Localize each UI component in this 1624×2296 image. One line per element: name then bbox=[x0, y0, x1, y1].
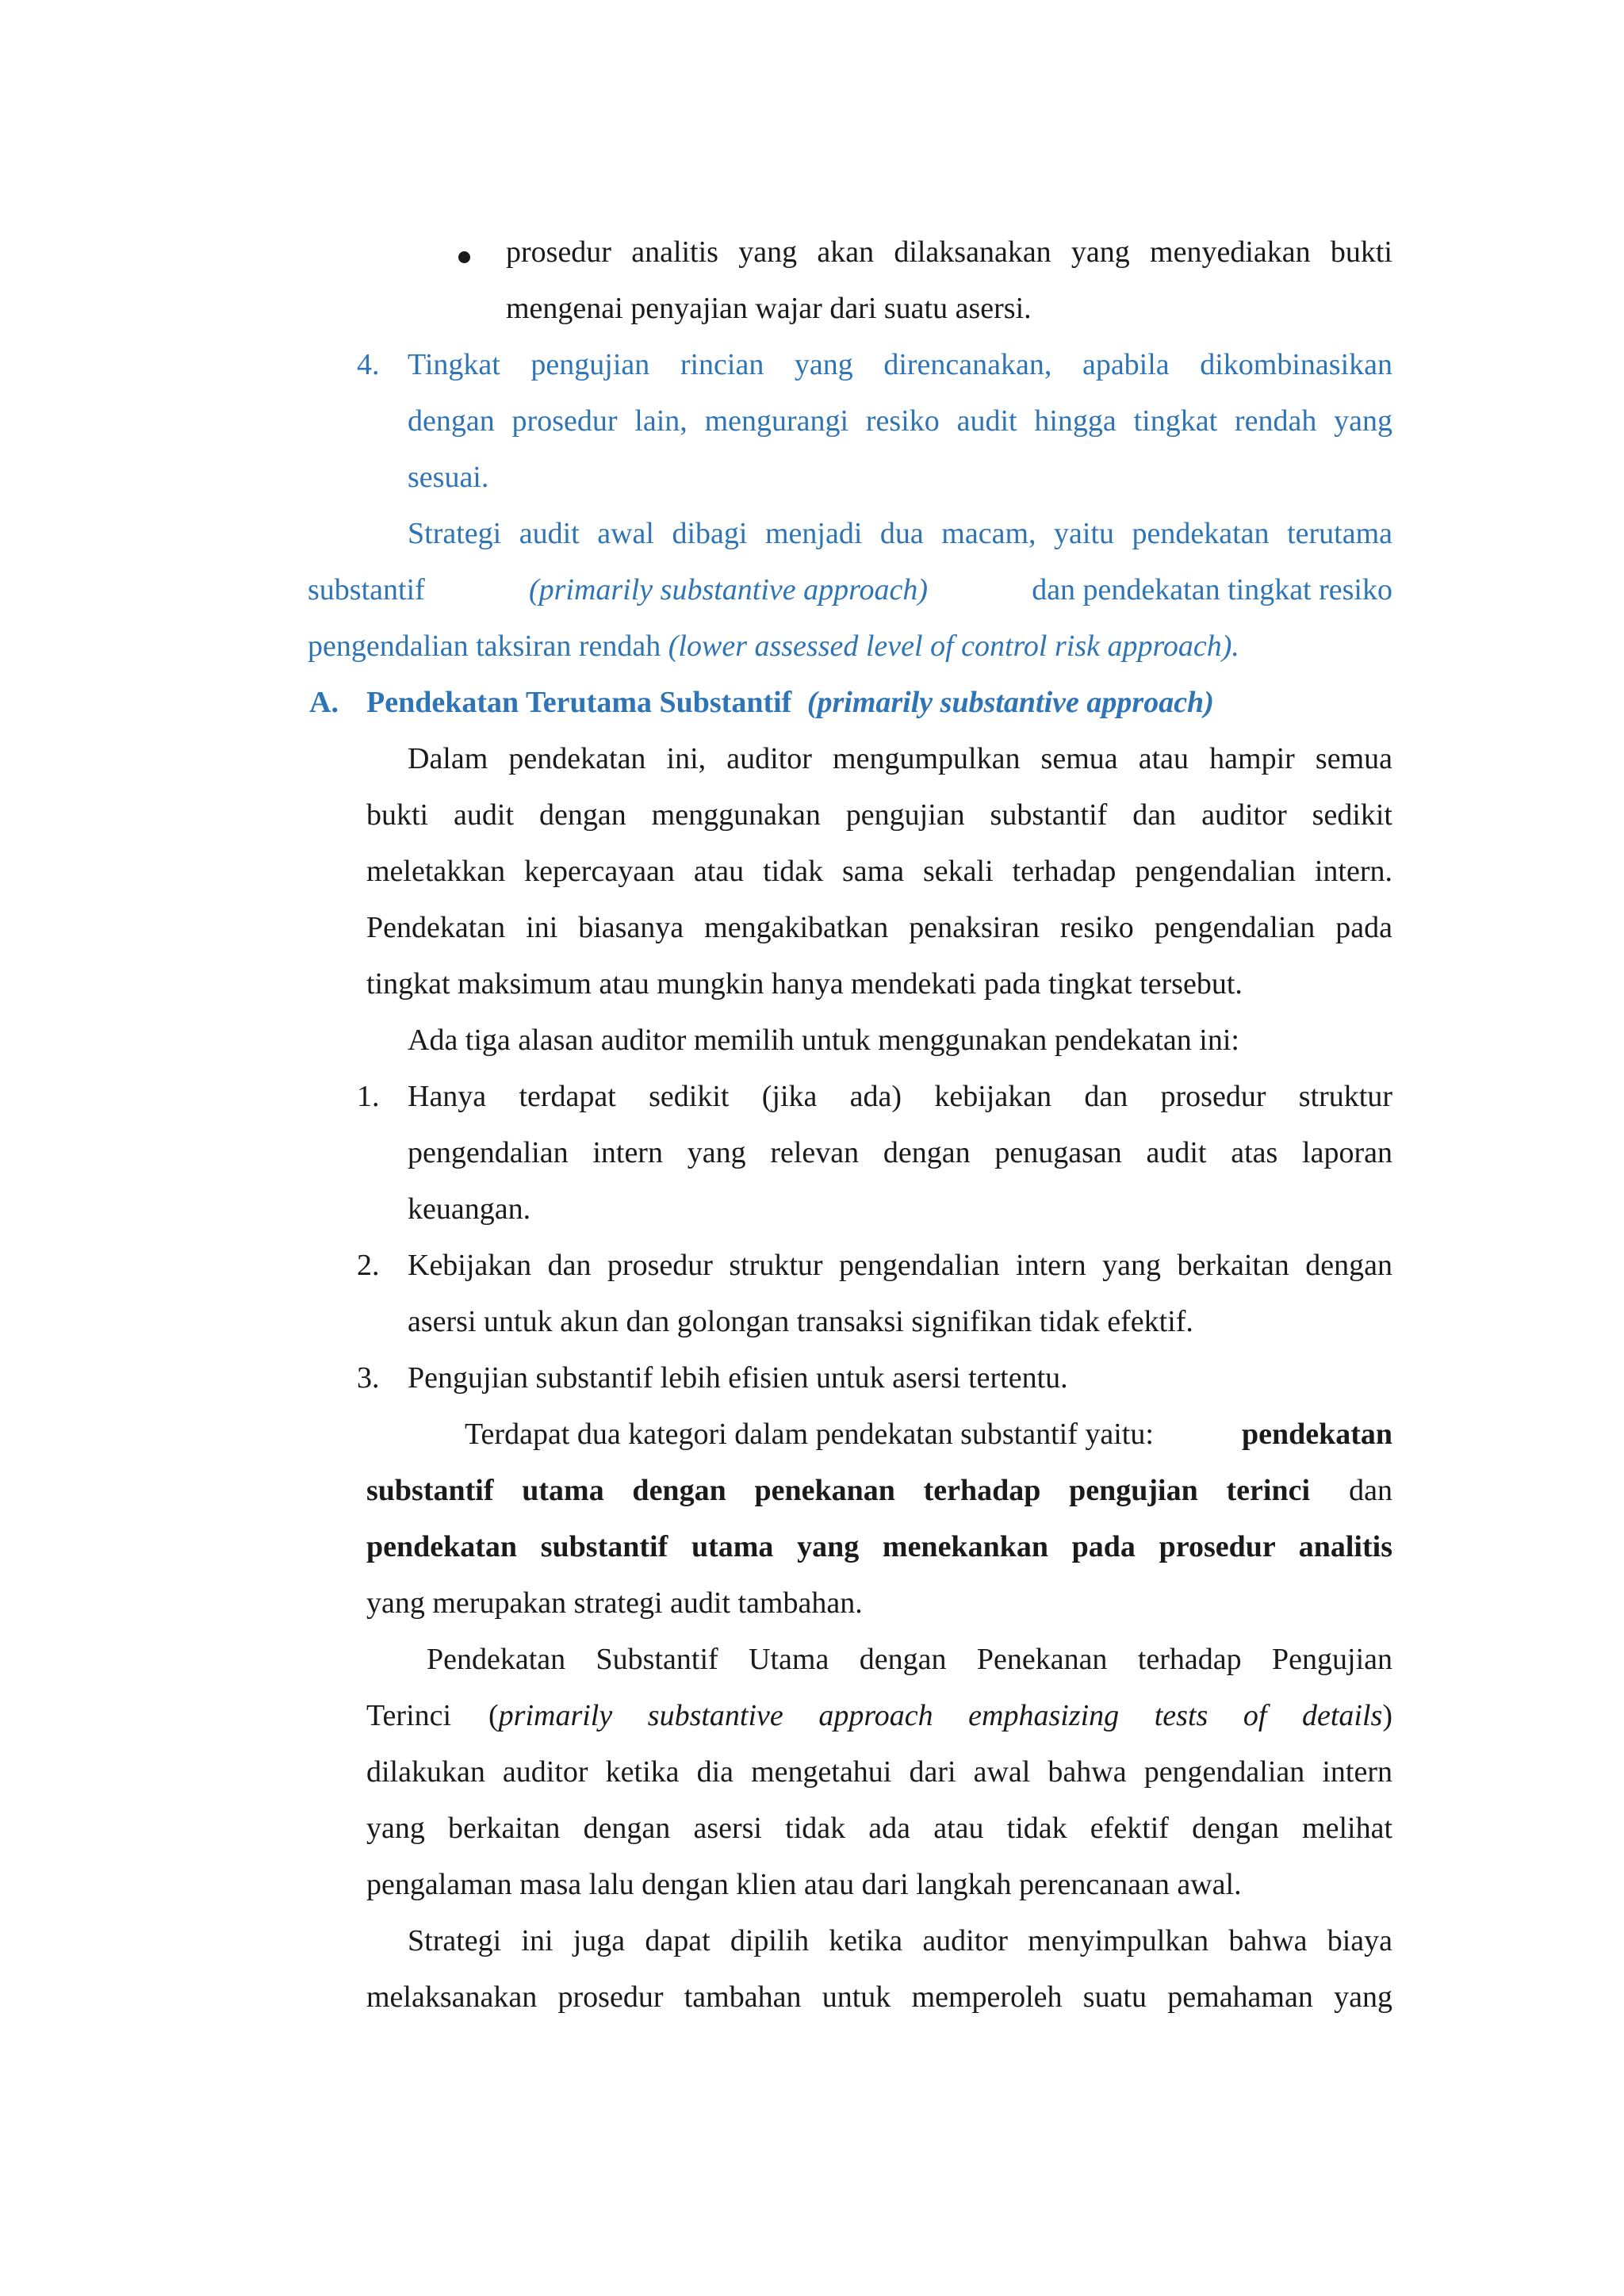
item4-number: 4. bbox=[357, 348, 380, 381]
para3-line2-bold: substantif utama dengan penekanan terhadap pengujian terinci bbox=[366, 1474, 1310, 1507]
reason2-line2: asersi untuk akun dan golongan transaksi signifikan tidak efektif. bbox=[408, 1305, 1193, 1338]
reason1-line3: keuangan. bbox=[408, 1192, 531, 1226]
para1-line2: bukti audit dengan menggunakan pengujian substantif dan auditor sedikit bbox=[366, 798, 1392, 832]
strategy-term-id: substantif bbox=[308, 573, 425, 607]
strategy-para-line2 bbox=[308, 570, 1392, 610]
para1-line1: Dalam pendekatan ini, auditor mengumpulkan semua atau hampir semua bbox=[408, 742, 1392, 775]
para4-line3: dilakukan auditor ketika dia mengetahui dari awal bahwa pengendalian intern bbox=[366, 1755, 1392, 1789]
strategy-term-id-2: dan pendekatan tingkat resiko bbox=[1032, 573, 1392, 607]
bullet-item-line1: prosedur analitis yang akan dilaksanakan yang menyediakan bukti bbox=[506, 235, 1392, 269]
bullet-item-line2: mengenai penyajian wajar dari suatu asersi. bbox=[506, 292, 1032, 325]
para4-line4: yang berkaitan dengan asersi tidak ada atau tidak efektif dengan melihat bbox=[366, 1812, 1392, 1845]
reason2-line1: Kebijakan dan prosedur struktur pengendalian intern yang berkaitan dengan bbox=[408, 1249, 1392, 1282]
item4-line2: dengan prosedur lain, mengurangi resiko audit hingga tingkat rendah yang bbox=[408, 404, 1392, 438]
para4-line1: Pendekatan Substantif Utama dengan Penekanan terhadap Pengujian bbox=[427, 1643, 1392, 1676]
para3-line1-bold: pendekatan bbox=[1241, 1418, 1392, 1451]
strategy-para-line3 bbox=[308, 626, 1239, 666]
para2-line1: Ada tiga alasan auditor memilih untuk menggunakan pendekatan ini: bbox=[408, 1024, 1239, 1057]
item4-line3: sesuai. bbox=[408, 461, 489, 494]
strategy-term-en-2: (lower assessed level of control risk approach). bbox=[668, 629, 1239, 663]
strategy-para-line1: Strategi audit awal dibagi menjadi dua macam, yaitu pendekatan terutama bbox=[408, 517, 1392, 550]
para3-line3: pendekatan substantif utama yang menekankan pada prosedur analitis bbox=[366, 1530, 1392, 1563]
section-a-title-en: (primarily substantive approach) bbox=[806, 686, 1214, 719]
reason1-line1: Hanya terdapat sedikit (jika ada) kebijakan dan prosedur struktur bbox=[408, 1080, 1392, 1113]
para5-line1: Strategi ini juga dapat dipilih ketika auditor menyimpulkan bahwa biaya bbox=[408, 1924, 1392, 1957]
para4-line2-text: Terinci bbox=[366, 1699, 452, 1732]
para4-line5: pengalaman masa lalu dengan klien atau dari langkah perencanaan awal. bbox=[366, 1868, 1242, 1901]
section-a-letter: A. bbox=[309, 686, 339, 719]
para4-line2 bbox=[366, 1696, 1392, 1735]
reason1-line2: pengendalian intern yang relevan dengan penugasan audit atas laporan bbox=[408, 1136, 1392, 1169]
section-a-title: Pendekatan Terutama Substantif bbox=[366, 686, 792, 719]
bullet-dot bbox=[458, 251, 470, 263]
strategy-term-id-3: pengendalian taksiran rendah bbox=[308, 629, 661, 663]
para3-line1-text: Terdapat dua kategori dalam pendekatan substantif yaitu: bbox=[465, 1418, 1154, 1451]
item4-line1: Tingkat pengujian rincian yang direncanakan, apabila dikombinasikan bbox=[408, 348, 1392, 381]
para3-line2-text: dan bbox=[1349, 1474, 1392, 1507]
section-a-heading bbox=[366, 683, 1214, 722]
para4-close-paren: ) bbox=[1382, 1699, 1392, 1732]
para3-line4: yang merupakan strategi audit tambahan. bbox=[366, 1586, 863, 1620]
reason3-number: 3. bbox=[357, 1361, 380, 1395]
para4-line2-group bbox=[488, 1696, 1392, 1735]
para4-open-paren: ( bbox=[488, 1699, 499, 1732]
strategy-term-en: (primarily substantive approach) bbox=[528, 573, 929, 607]
para1-line4: Pendekatan ini biasanya mengakibatkan penaksiran resiko pengendalian pada bbox=[366, 911, 1392, 944]
para3-line1 bbox=[465, 1414, 1392, 1454]
para3-line2 bbox=[366, 1471, 1392, 1510]
reason1-number: 1. bbox=[357, 1080, 380, 1113]
para1-line3: meletakkan kepercayaan atau tidak sama sekali terhadap pengendalian intern. bbox=[366, 855, 1392, 888]
para4-line2-italic: primarily substantive approach emphasizing tests of details bbox=[498, 1699, 1383, 1732]
para5-line2: melaksanakan prosedur tambahan untuk memperoleh suatu pemahaman yang bbox=[366, 1980, 1392, 2014]
para1-line5: tingkat maksimum atau mungkin hanya mendekati pada tingkat tersebut. bbox=[366, 967, 1243, 1001]
reason3-line1: Pengujian substantif lebih efisien untuk asersi tertentu. bbox=[408, 1361, 1068, 1395]
reason2-number: 2. bbox=[357, 1249, 380, 1282]
